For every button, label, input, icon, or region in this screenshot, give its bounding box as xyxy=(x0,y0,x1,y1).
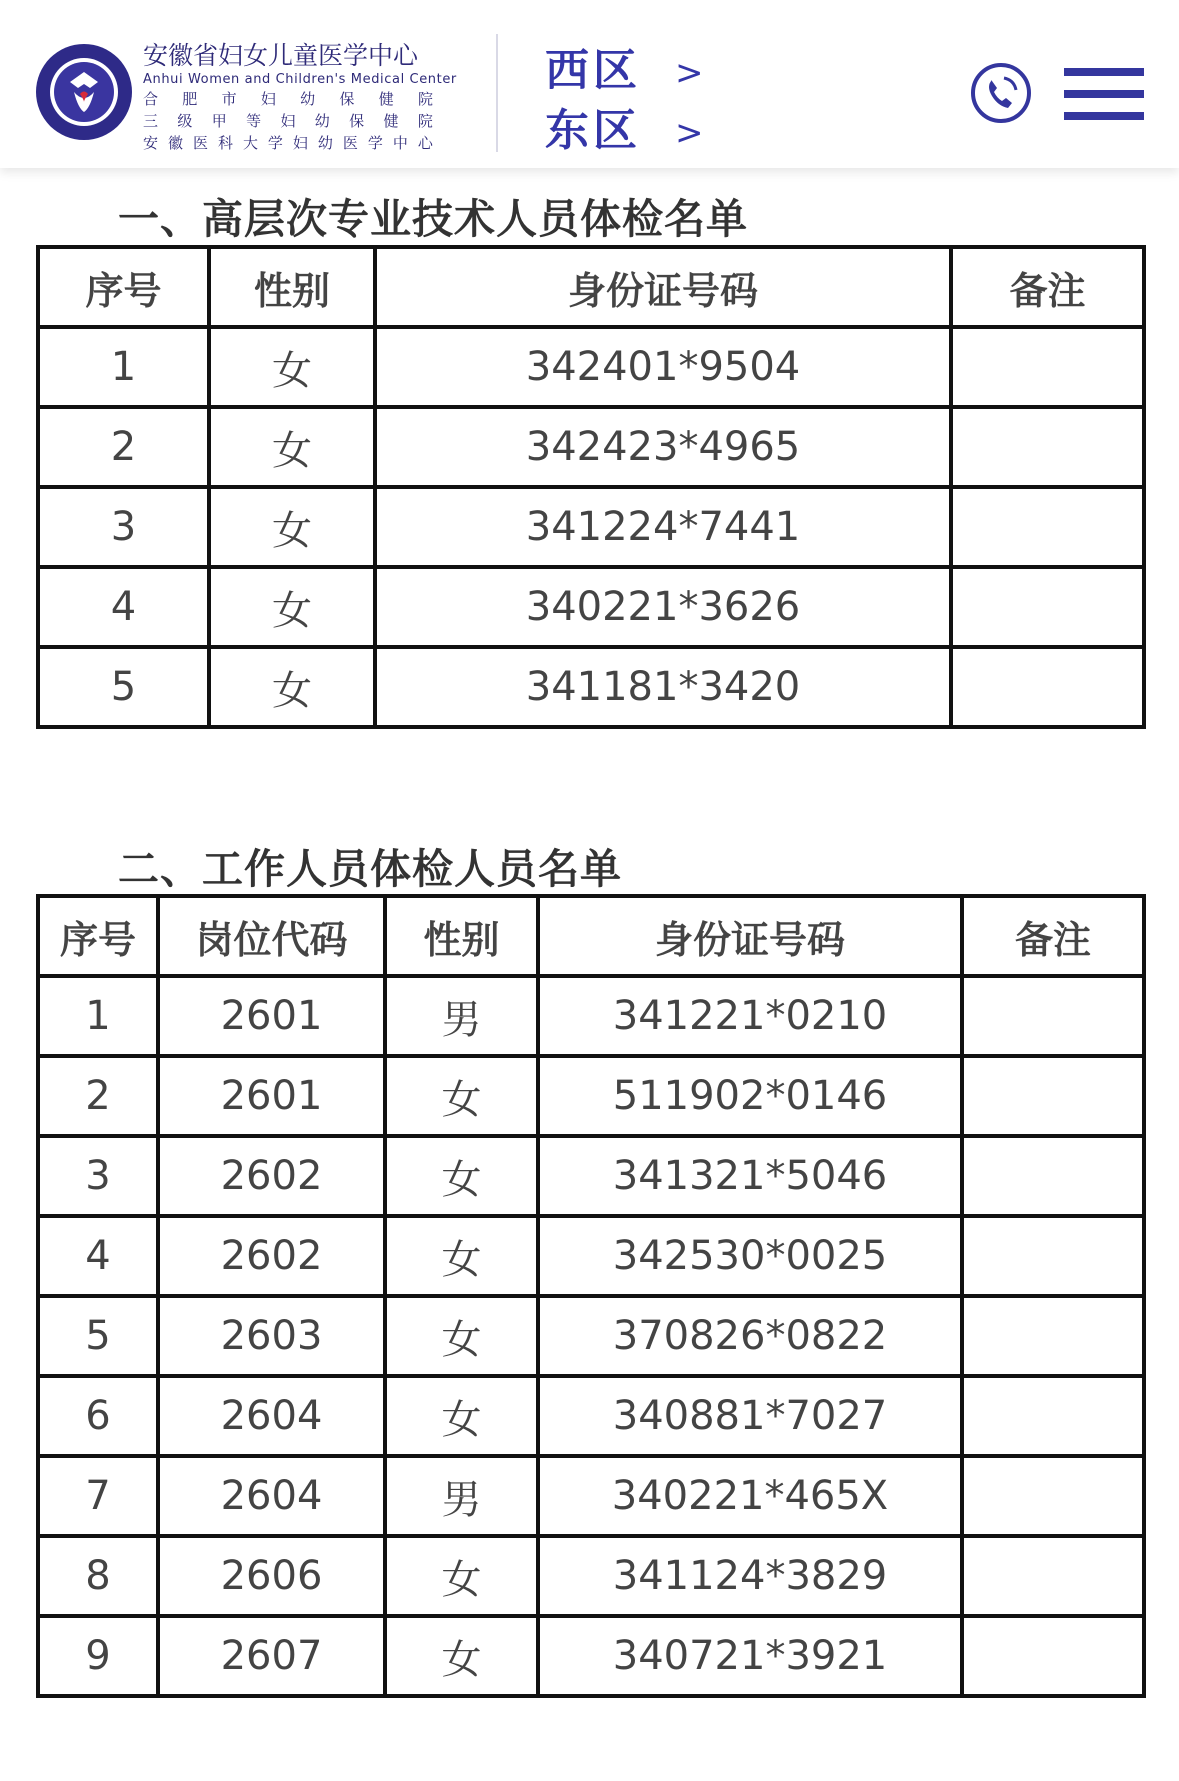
table-row xyxy=(38,1056,1144,1136)
table-row xyxy=(38,1616,1144,1696)
table-row xyxy=(38,1136,1144,1216)
col-header-id-number: 身份证号码 xyxy=(538,896,962,976)
cell-remark xyxy=(962,1456,1144,1536)
cell-remark xyxy=(951,407,1144,487)
cell-post-code: 2601 xyxy=(158,976,385,1056)
cell-remark xyxy=(962,1216,1144,1296)
cell-id-number: 340881*7027 xyxy=(538,1376,962,1456)
cell-index: 8 xyxy=(38,1536,158,1616)
cell-gender: 女 xyxy=(385,1216,538,1296)
cell-remark xyxy=(962,1136,1144,1216)
table-row xyxy=(38,1456,1144,1536)
cell-post-code: 2603 xyxy=(158,1296,385,1376)
logo-title-cn: 安徽省妇女儿童医学中心 xyxy=(143,41,419,70)
cell-remark xyxy=(962,976,1144,1056)
section1-table xyxy=(36,245,1146,729)
region-label-east: 东区 xyxy=(545,105,641,156)
cell-post-code: 2601 xyxy=(158,1056,385,1136)
table-row xyxy=(38,1296,1144,1376)
cell-id-number: 341224*7441 xyxy=(375,487,951,567)
section2-table xyxy=(36,894,1146,1698)
table-row xyxy=(38,327,1144,407)
cell-post-code: 2606 xyxy=(158,1536,385,1616)
region-label-west: 西区 xyxy=(545,45,641,96)
cell-index: 4 xyxy=(38,1216,158,1296)
col-header-remark: 备注 xyxy=(962,896,1144,976)
table-row xyxy=(38,647,1144,727)
cell-index: 5 xyxy=(38,647,209,727)
logo-title-en: Anhui Women and Children's Medical Center xyxy=(143,72,457,87)
cell-remark xyxy=(962,1296,1144,1376)
cell-index: 6 xyxy=(38,1376,158,1456)
cell-index: 1 xyxy=(38,327,209,407)
hospital-logo-icon[interactable] xyxy=(34,42,134,142)
table-header-row xyxy=(38,896,1144,976)
cell-index: 7 xyxy=(38,1456,158,1536)
section1-title: 一、高层次专业技术人员体检名单 xyxy=(118,195,748,243)
table-row xyxy=(38,1536,1144,1616)
cell-post-code: 2604 xyxy=(158,1376,385,1456)
cell-gender: 女 xyxy=(209,327,375,407)
cell-id-number: 340221*3626 xyxy=(375,567,951,647)
col-header-remark: 备注 xyxy=(951,247,1144,327)
cell-gender: 女 xyxy=(209,487,375,567)
menu-bar xyxy=(1064,112,1144,120)
cell-remark xyxy=(962,1536,1144,1616)
cell-remark xyxy=(951,647,1144,727)
cell-index: 4 xyxy=(38,567,209,647)
cell-gender: 女 xyxy=(209,407,375,487)
cell-post-code: 2602 xyxy=(158,1216,385,1296)
cell-gender: 女 xyxy=(385,1376,538,1456)
table-row xyxy=(38,487,1144,567)
cell-post-code: 2602 xyxy=(158,1136,385,1216)
col-header-gender: 性别 xyxy=(209,247,375,327)
cell-id-number: 341221*0210 xyxy=(538,976,962,1056)
region-link-east[interactable] xyxy=(545,94,708,158)
site-header xyxy=(0,0,1179,168)
cell-remark xyxy=(951,327,1144,407)
menu-bar xyxy=(1064,68,1144,76)
cell-post-code: 2607 xyxy=(158,1616,385,1696)
cell-remark xyxy=(962,1616,1144,1696)
cell-post-code: 2604 xyxy=(158,1456,385,1536)
cell-index: 3 xyxy=(38,1136,158,1216)
cell-gender: 女 xyxy=(209,647,375,727)
cell-index: 3 xyxy=(38,487,209,567)
hamburger-menu-icon[interactable] xyxy=(1064,68,1144,120)
cell-gender: 男 xyxy=(385,976,538,1056)
cell-id-number: 370826*0822 xyxy=(538,1296,962,1376)
table-header-row xyxy=(38,247,1144,327)
logo-line-2: 三 级 甲 等 妇 幼 保 健 院 xyxy=(143,112,433,130)
logo-line-1: 合 肥 市 妇 幼 保 健 院 xyxy=(143,90,433,108)
table-row xyxy=(38,1216,1144,1296)
cell-id-number: 340221*465X xyxy=(538,1456,962,1536)
cell-id-number: 511902*0146 xyxy=(538,1056,962,1136)
cell-gender: 女 xyxy=(385,1056,538,1136)
table-row xyxy=(38,567,1144,647)
phone-icon[interactable] xyxy=(970,62,1032,124)
menu-bar xyxy=(1064,90,1144,98)
cell-id-number: 341124*3829 xyxy=(538,1536,962,1616)
cell-id-number: 340721*3921 xyxy=(538,1616,962,1696)
cell-remark xyxy=(962,1376,1144,1456)
table-row xyxy=(38,407,1144,487)
logo-line-3: 安 徽 医 科 大 学 妇 幼 医 学 中 心 xyxy=(143,134,433,152)
chevron-right-icon: > xyxy=(675,113,708,153)
cell-gender: 男 xyxy=(385,1456,538,1536)
col-header-index: 序号 xyxy=(38,247,209,327)
region-link-west[interactable] xyxy=(545,34,708,98)
cell-gender: 女 xyxy=(385,1536,538,1616)
cell-gender: 女 xyxy=(385,1296,538,1376)
chevron-right-icon: > xyxy=(675,53,708,93)
cell-remark xyxy=(951,567,1144,647)
table-row xyxy=(38,1376,1144,1456)
table-row xyxy=(38,976,1144,1056)
cell-gender: 女 xyxy=(209,567,375,647)
cell-index: 2 xyxy=(38,407,209,487)
logo-text-block xyxy=(143,40,457,154)
cell-remark xyxy=(962,1056,1144,1136)
col-header-post-code: 岗位代码 xyxy=(158,896,385,976)
cell-gender: 女 xyxy=(385,1136,538,1216)
col-header-gender: 性别 xyxy=(385,896,538,976)
cell-id-number: 342423*4965 xyxy=(375,407,951,487)
col-header-index: 序号 xyxy=(38,896,158,976)
cell-id-number: 341181*3420 xyxy=(375,647,951,727)
cell-index: 1 xyxy=(38,976,158,1056)
cell-gender: 女 xyxy=(385,1616,538,1696)
header-divider xyxy=(496,34,498,152)
cell-index: 5 xyxy=(38,1296,158,1376)
cell-id-number: 342401*9504 xyxy=(375,327,951,407)
col-header-id-number: 身份证号码 xyxy=(375,247,951,327)
section2-title: 二、工作人员体检人员名单 xyxy=(118,845,622,893)
cell-id-number: 342530*0025 xyxy=(538,1216,962,1296)
cell-index: 9 xyxy=(38,1616,158,1696)
cell-id-number: 341321*5046 xyxy=(538,1136,962,1216)
cell-index: 2 xyxy=(38,1056,158,1136)
cell-remark xyxy=(951,487,1144,567)
